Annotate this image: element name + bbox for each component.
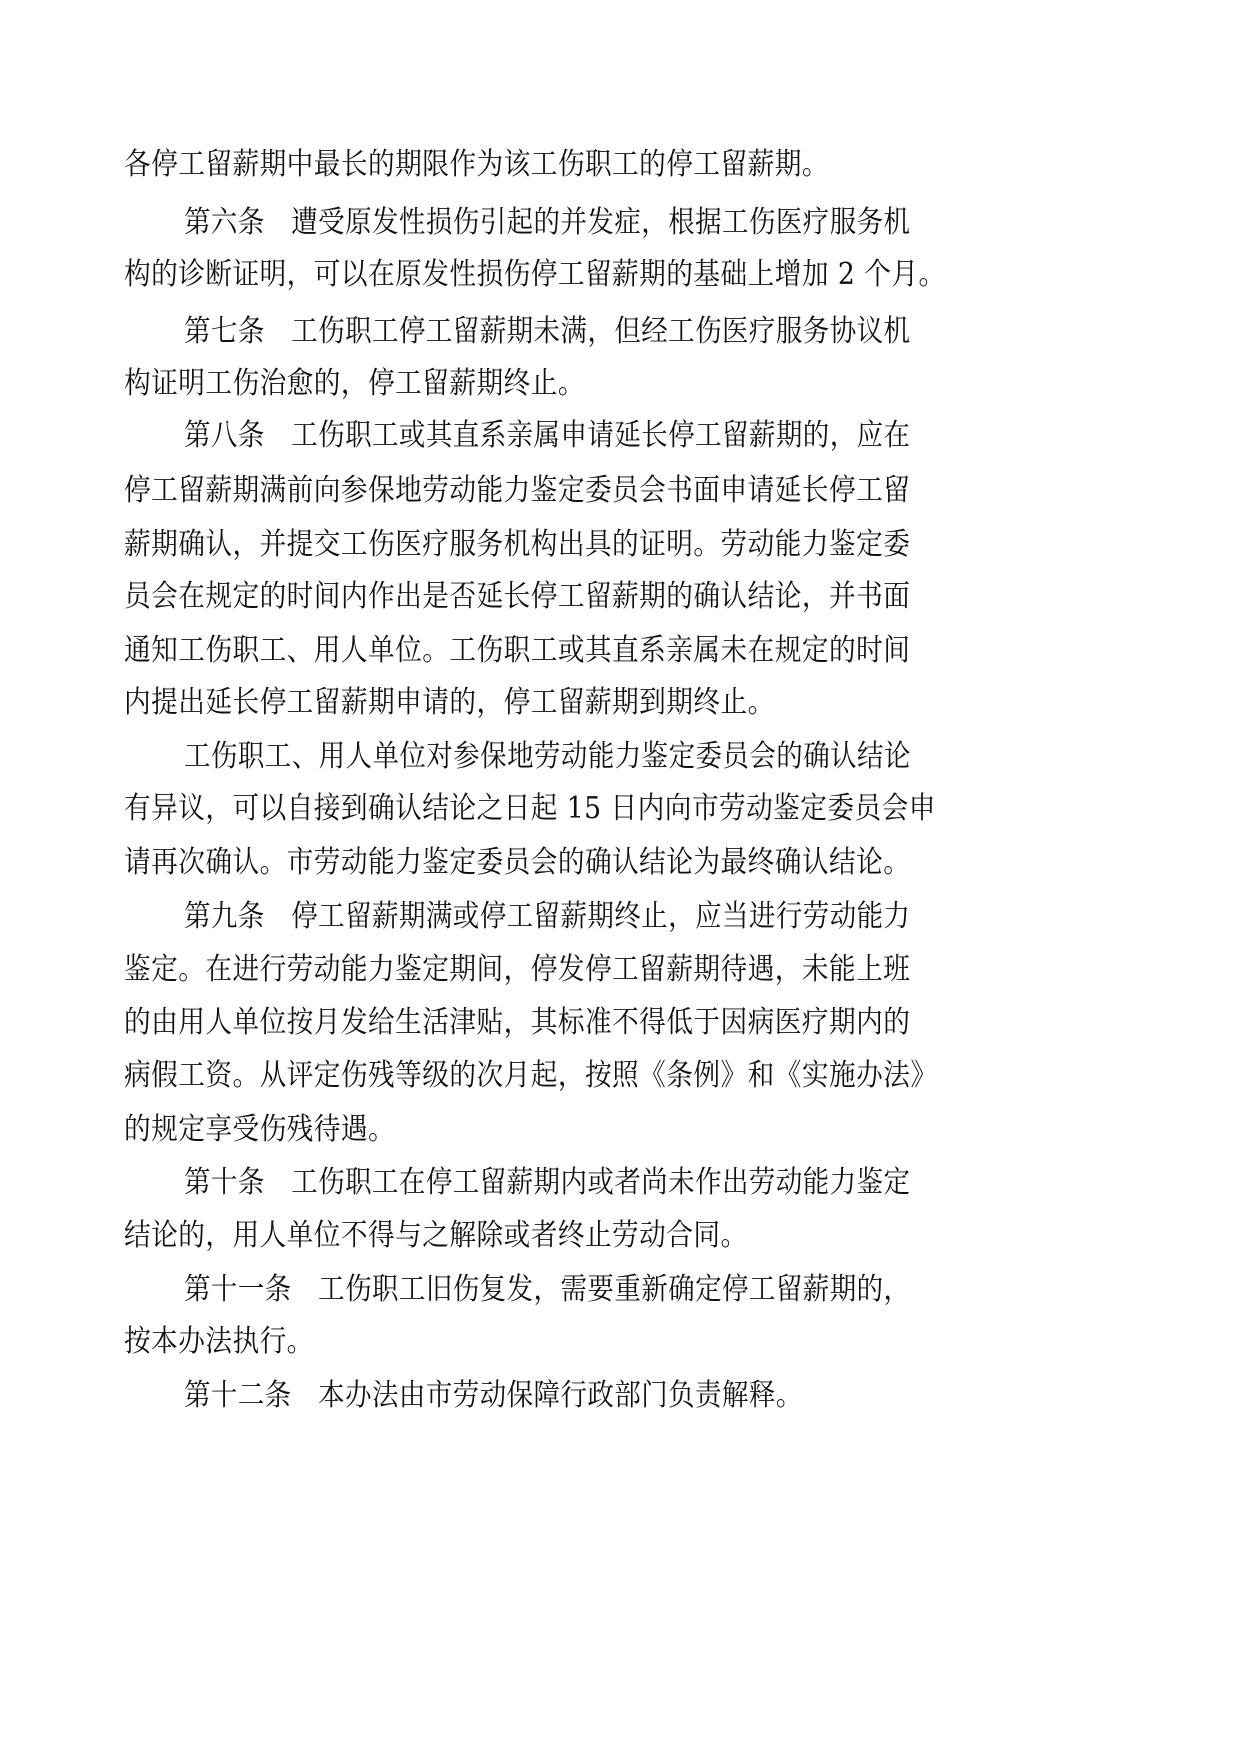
text-line — [184, 727, 1117, 787]
paragraph-text: 的由用人单位按月发给生活津贴，其标准不得低于因病医疗期内的 — [124, 1005, 911, 1040]
article-9-line — [184, 887, 1117, 947]
paragraph-text: 内提出延长停工留薪期申请的，停工留薪期到期终止。 — [124, 685, 775, 720]
paragraph-text: 停工留薪期满前向参保地劳动能力鉴定委员会书面申请延长停工留 — [124, 473, 911, 508]
article-10-line — [184, 1153, 1117, 1213]
article-9-label: 第九条 — [184, 899, 265, 934]
text-line — [124, 354, 1117, 414]
paragraph-text: 有异议，可以自接到确认结论之日起 15 日内向市劳动鉴定委员会申 — [124, 791, 936, 826]
text-line — [124, 779, 1117, 839]
paragraph-text: 按本办法执行。 — [124, 1324, 314, 1359]
paragraph-text: 员会在规定的时间内作出是否延长停工留薪期的确认结论，并书面 — [124, 579, 911, 614]
paragraph-text: 各停工留薪期中最长的期限作为该工伤职工的停工留薪期。 — [124, 147, 829, 182]
paragraph-text: 遭受原发性损伤引起的并发症，根据工伤医疗服务机 — [291, 205, 911, 240]
text-line — [124, 940, 1117, 1000]
text-line — [124, 673, 1117, 733]
paragraph-text: 本办法由市劳动保障行政部门负责解释。 — [318, 1378, 803, 1413]
article-12-label: 第十二条 — [184, 1378, 292, 1413]
article-8-label: 第八条 — [184, 418, 265, 453]
article-6-label: 第六条 — [184, 205, 265, 240]
text-line — [124, 461, 1117, 521]
paragraph-text: 薪期确认，并提交工伤医疗服务机构出具的证明。劳动能力鉴定委 — [124, 527, 911, 562]
paragraph-text: 工伤职工或其直系亲属申请延长停工留薪期的，应在 — [291, 418, 911, 453]
article-8-line — [184, 406, 1117, 466]
article-7-line — [184, 302, 1117, 362]
text-line — [124, 1312, 1117, 1372]
paragraph-text: 病假工资。从评定伤残等级的次月起，按照《条例》和《实施办法》 — [124, 1058, 938, 1093]
article-11-line — [184, 1260, 1117, 1320]
paragraph-text: 通知工伤职工、用人单位。工伤职工或其直系亲属未在规定的时间 — [124, 633, 911, 668]
text-line — [124, 833, 1117, 893]
text-line — [124, 567, 1117, 627]
paragraph-text: 的规定享受伤残待遇。 — [124, 1112, 396, 1147]
text-line — [124, 993, 1117, 1053]
text-line — [124, 621, 1117, 681]
text-line — [124, 135, 1117, 195]
paragraph-text: 鉴定。在进行劳动能力鉴定期间，停发停工留薪期待遇，未能上班 — [124, 952, 911, 987]
article-10-label: 第十条 — [184, 1165, 265, 1200]
paragraph-text: 构的诊断证明，可以在原发性损伤停工留薪期的基础上增加 2 个月。 — [124, 257, 946, 292]
paragraph-text: 停工留薪期满或停工留薪期终止，应当进行劳动能力 — [291, 899, 911, 934]
article-6-line — [184, 193, 1117, 253]
paragraph-text: 构证明工伤治愈的，停工留薪期终止。 — [124, 366, 585, 401]
text-line — [124, 515, 1117, 575]
paragraph-text: 工伤职工旧伤复发，需要重新确定停工留薪期的， — [318, 1272, 911, 1307]
paragraph-text: 工伤职工、用人单位对参保地劳动能力鉴定委员会的确认结论 — [184, 739, 911, 774]
text-line — [124, 245, 1117, 305]
text-line — [124, 1046, 1117, 1106]
text-line — [124, 1100, 1117, 1160]
paragraph-text: 工伤职工在停工留薪期内或者尚未作出劳动能力鉴定 — [291, 1165, 911, 1200]
paragraph-text: 工伤职工停工留薪期未满，但经工伤医疗服务协议机 — [291, 314, 911, 349]
article-11-label: 第十一条 — [184, 1272, 292, 1307]
paragraph-text: 结论的，用人单位不得与之解除或者终止劳动合同。 — [124, 1218, 748, 1253]
paragraph-text: 请再次确认。市劳动能力鉴定委员会的确认结论为最终确认结论。 — [124, 845, 911, 880]
text-line — [124, 1206, 1117, 1266]
article-12-line — [184, 1366, 1117, 1426]
article-7-label: 第七条 — [184, 314, 265, 349]
